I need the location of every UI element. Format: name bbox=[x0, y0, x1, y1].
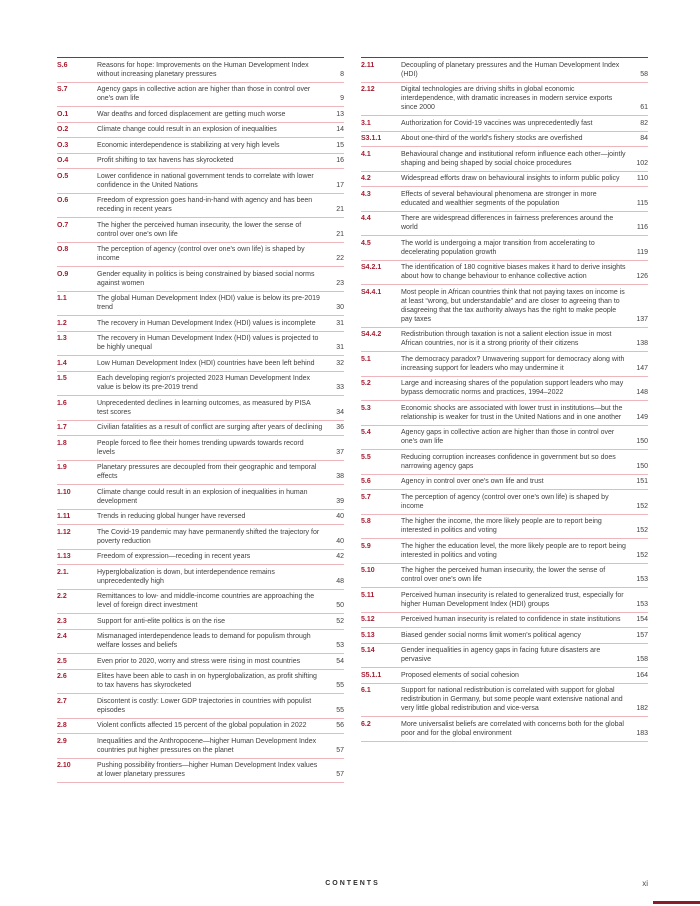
entry-number: 2.6 bbox=[57, 673, 67, 680]
toc-entry[interactable] bbox=[361, 132, 648, 148]
entry-page: 147 bbox=[636, 364, 648, 372]
entry-title: The higher the perceived human insecurity, the lower the sense of control over one's own life bbox=[97, 221, 302, 238]
entry-page: 21 bbox=[336, 230, 344, 238]
entry-number: 2.5 bbox=[57, 657, 67, 665]
entry-number: 5.12 bbox=[361, 616, 375, 623]
entry-page: 37 bbox=[336, 448, 344, 456]
toc-entry[interactable] bbox=[361, 515, 648, 540]
toc-entry[interactable] bbox=[57, 154, 344, 170]
toc-entry[interactable] bbox=[361, 426, 648, 451]
entry-number: 5.8 bbox=[361, 518, 371, 525]
entry-title: There are widespread differences in fairness preferences around the world bbox=[401, 215, 614, 231]
entry-page: 14 bbox=[336, 126, 344, 133]
entry-page: 102 bbox=[636, 159, 648, 167]
toc-entry[interactable] bbox=[361, 684, 648, 718]
entry-page: 48 bbox=[336, 577, 344, 585]
toc-entry[interactable] bbox=[57, 396, 344, 421]
toc-entry[interactable] bbox=[57, 332, 344, 357]
entry-title: The perception of agency (control over one's own life) is shaped by income bbox=[97, 246, 305, 262]
toc-entry[interactable] bbox=[361, 490, 648, 515]
entry-title: Decoupling of planetary pressures and the Human Development Index (HDI) bbox=[401, 61, 620, 78]
entry-page: 31 bbox=[336, 344, 344, 351]
toc-entry[interactable] bbox=[57, 372, 344, 397]
toc-entry[interactable] bbox=[57, 267, 344, 292]
entry-page: 110 bbox=[636, 175, 648, 182]
entry-page: 164 bbox=[636, 671, 648, 679]
toc-entry[interactable] bbox=[57, 590, 344, 615]
entry-number: 4.4 bbox=[361, 215, 371, 222]
entry-page: 152 bbox=[636, 527, 648, 534]
entry-title: Violent conflicts affected 15 percent of the global population in 2022 bbox=[97, 722, 307, 729]
entry-page: 138 bbox=[636, 340, 648, 347]
entry-title: The recovery in Human Development Index (HDI) values is projected to be highly unequal bbox=[97, 335, 319, 351]
entry-title: Support for anti-elite politics is on the rise bbox=[97, 617, 226, 625]
entry-number: 2.4 bbox=[57, 633, 67, 640]
entry-page: 58 bbox=[640, 70, 648, 78]
entry-page: 21 bbox=[336, 206, 344, 213]
toc-entry[interactable] bbox=[57, 436, 344, 461]
toc-entry[interactable] bbox=[57, 734, 344, 759]
entry-number: O.2 bbox=[57, 126, 69, 133]
entry-page: 119 bbox=[636, 248, 648, 256]
page-footer bbox=[57, 880, 648, 892]
entry-number: O.9 bbox=[57, 270, 69, 278]
toc-column-left bbox=[57, 57, 344, 783]
entry-number: 5.10 bbox=[361, 567, 375, 574]
toc-entry[interactable] bbox=[361, 717, 648, 742]
entry-title: The identification of 180 cognitive biases makes it hard to derive insights about how to change behaviour to enhance collective action bbox=[401, 264, 626, 280]
entry-number: S3.1.1 bbox=[361, 135, 382, 142]
entry-number: 1.1 bbox=[57, 295, 67, 302]
toc-entry[interactable] bbox=[57, 107, 344, 123]
toc-entry[interactable] bbox=[57, 565, 344, 590]
entry-page: 150 bbox=[636, 438, 648, 445]
entry-page: 150 bbox=[636, 462, 648, 470]
entry-title: Perceived human insecurity is related to confidence in state institutions bbox=[401, 616, 621, 623]
entry-page: 54 bbox=[336, 657, 344, 665]
entry-page: 152 bbox=[636, 551, 648, 559]
entry-title: Effects of several behavioural phenomena are stronger in more educated and wealthier segments of the population bbox=[401, 190, 597, 207]
toc-entry[interactable] bbox=[361, 401, 648, 426]
entry-page: 13 bbox=[336, 110, 344, 118]
toc-entry[interactable] bbox=[57, 292, 344, 317]
entry-number: 2.1. bbox=[57, 568, 69, 576]
entry-number: 2.7 bbox=[57, 697, 67, 705]
entry-page: 152 bbox=[636, 502, 648, 510]
toc-entry[interactable] bbox=[57, 694, 344, 719]
toc-entry[interactable] bbox=[57, 670, 344, 695]
entry-title: The democracy paradox? Unwavering support for democracy along with increasing support for leaders who may undermine it bbox=[401, 355, 625, 372]
entry-number: 1.13 bbox=[57, 553, 71, 560]
entry-page: 40 bbox=[336, 513, 344, 520]
toc-entry[interactable] bbox=[361, 212, 648, 237]
entry-number: 4.3 bbox=[361, 190, 371, 198]
entry-number: 1.9 bbox=[57, 464, 67, 471]
entry-page: 53 bbox=[336, 642, 344, 649]
entry-title: War deaths and forced displacement are getting much worse bbox=[97, 110, 286, 118]
toc-column-right bbox=[361, 57, 648, 783]
toc-entry[interactable] bbox=[57, 58, 344, 83]
entry-page: 16 bbox=[336, 157, 344, 164]
entry-number: 2.11 bbox=[361, 61, 375, 69]
entry-page: 116 bbox=[636, 224, 648, 231]
entry-page: 57 bbox=[336, 746, 344, 754]
toc-entry[interactable] bbox=[361, 116, 648, 132]
toc-entry[interactable] bbox=[57, 550, 344, 566]
entry-number: 5.5 bbox=[361, 453, 371, 461]
entry-title: Biased gender social norms limit women's political agency bbox=[401, 631, 581, 639]
entry-number: S4.4.2 bbox=[361, 331, 382, 338]
entry-number: 5.1 bbox=[361, 355, 371, 363]
entry-page: 31 bbox=[336, 319, 344, 327]
entry-number: 1.12 bbox=[57, 528, 71, 536]
toc-entry[interactable] bbox=[57, 510, 344, 526]
toc-entry[interactable] bbox=[57, 356, 344, 372]
entry-title: Inequalities and the Anthropocene—higher Human Development Index countries put higher pressures on the planet bbox=[97, 737, 317, 754]
entry-page: 55 bbox=[336, 682, 344, 689]
entry-page: 34 bbox=[336, 408, 344, 416]
entry-number: 1.11 bbox=[57, 513, 71, 520]
entry-title: The higher the perceived human insecurity, the lower the sense of control over one's own life bbox=[401, 567, 606, 583]
entry-page: 32 bbox=[336, 359, 344, 367]
toc-entry[interactable] bbox=[57, 123, 344, 139]
entry-title: Freedom of expression—receding in recent years bbox=[97, 553, 251, 560]
entry-number: 5.14 bbox=[361, 647, 375, 654]
entry-title: Freedom of expression goes hand-in-hand with agency and has been receding in recent years bbox=[97, 197, 313, 213]
entry-page: 38 bbox=[336, 473, 344, 480]
toc-entry[interactable] bbox=[57, 630, 344, 655]
entry-title: Discontent is costly: Lower GDP trajectories in countries with populist episodes bbox=[97, 697, 312, 714]
entry-title: Authorization for Covid-19 vaccines was unprecedentedly fast bbox=[401, 119, 593, 127]
entry-page: 149 bbox=[636, 413, 648, 421]
entry-title: Reasons for hope: Improvements on the Human Development Index without increasing planetary pressures bbox=[97, 61, 309, 78]
page-number: xi bbox=[642, 879, 648, 888]
entry-number: 6.1 bbox=[361, 687, 371, 694]
entry-title: The perception of agency (control over one's own life) is shaped by income bbox=[401, 493, 609, 510]
entry-page: 137 bbox=[636, 315, 648, 323]
toc-entry[interactable] bbox=[361, 328, 648, 353]
entry-page: 158 bbox=[636, 656, 648, 663]
entry-number: 5.4 bbox=[361, 429, 371, 436]
entry-title: Civilian fatalities as a result of conflict are surging after years of declining bbox=[97, 424, 323, 431]
entry-title: The recovery in Human Development Index (HDI) values is incomplete bbox=[97, 319, 316, 327]
entry-title: Widespread efforts draw on behavioural insights to inform public policy bbox=[401, 175, 620, 182]
entry-page: 148 bbox=[636, 389, 648, 396]
toc-entry[interactable] bbox=[361, 613, 648, 629]
toc-entry[interactable] bbox=[361, 450, 648, 475]
toc-entry[interactable] bbox=[361, 58, 648, 83]
entry-number: O.1 bbox=[57, 110, 69, 118]
toc-entry[interactable] bbox=[361, 475, 648, 491]
toc-entry[interactable] bbox=[57, 83, 344, 108]
entry-number: 4.1 bbox=[361, 150, 371, 158]
entry-number: O.6 bbox=[57, 197, 69, 204]
entry-title: Profit shifting to tax havens has skyrocketed bbox=[97, 157, 234, 164]
entry-page: 61 bbox=[640, 104, 648, 111]
entry-title: Redistribution through taxation is not a salient election issue in most African countries, nor is it a strong priority of their citizens bbox=[401, 331, 612, 347]
entry-number: 5.7 bbox=[361, 493, 371, 501]
entry-title: More universalist beliefs are correlated with concerns both for the global poor and for the global environment bbox=[401, 720, 624, 737]
toc-entry[interactable] bbox=[361, 628, 648, 644]
toc-entry[interactable] bbox=[57, 421, 344, 437]
entry-title: Mismanaged interdependence leads to demand for populism through welfare losses and beliefs bbox=[97, 633, 311, 649]
toc-entry[interactable] bbox=[361, 539, 648, 564]
entry-number: 6.2 bbox=[361, 720, 371, 728]
entry-title: Economic interdependence is stabilizing at very high levels bbox=[97, 141, 280, 149]
entry-title: Elites have been able to cash in on hyperglobalization, as profit shifting to tax havens has skyrocketed bbox=[97, 673, 317, 689]
entry-title: Agency in control over one's own life and trust bbox=[401, 478, 544, 485]
toc-columns bbox=[57, 57, 648, 783]
entry-page: 17 bbox=[336, 181, 344, 189]
entry-number: 2.10 bbox=[57, 762, 71, 769]
entry-title: Planetary pressures are decoupled from their geographic and temporal effects bbox=[97, 464, 317, 480]
entry-number: 1.7 bbox=[57, 424, 67, 431]
entry-page: 183 bbox=[636, 729, 648, 737]
entry-number: 5.13 bbox=[361, 631, 375, 639]
entry-page: 56 bbox=[336, 722, 344, 729]
entry-page: 154 bbox=[636, 616, 648, 623]
entry-page: 126 bbox=[636, 273, 648, 280]
toc-entry[interactable] bbox=[57, 194, 344, 219]
toc-entry[interactable] bbox=[361, 564, 648, 589]
entry-number: 5.11 bbox=[361, 591, 375, 599]
toc-entry[interactable] bbox=[361, 377, 648, 402]
entry-page: 153 bbox=[636, 600, 648, 608]
entry-title: The higher the income, the more likely people are to report being interested in politics and voting bbox=[401, 518, 602, 534]
entry-number: 2.9 bbox=[57, 737, 67, 745]
entry-title: Support for national redistribution is correlated with support for global redistribution in Germany, but some people want extensive national and very little global redistribution and vice-versa bbox=[401, 687, 623, 712]
toc-entry[interactable] bbox=[57, 485, 344, 510]
toc-entry[interactable] bbox=[361, 147, 648, 172]
entry-page: 9 bbox=[340, 95, 344, 102]
entry-page: 52 bbox=[336, 617, 344, 625]
toc-entry[interactable] bbox=[57, 138, 344, 154]
entry-page: 153 bbox=[636, 576, 648, 583]
toc-entry[interactable] bbox=[361, 83, 648, 117]
entry-number: 1.10 bbox=[57, 488, 71, 496]
entry-number: O.4 bbox=[57, 157, 69, 164]
toc-entry[interactable] bbox=[57, 654, 344, 670]
entry-page: 36 bbox=[336, 424, 344, 431]
entry-title: Large and increasing shares of the population support leaders who may bypass democratic norms and practices, 1994–2022 bbox=[401, 380, 624, 396]
toc-entry[interactable] bbox=[57, 759, 344, 784]
entry-title: The world is undergoing a major transition from accelerating to decelerating population growth bbox=[401, 239, 595, 256]
entry-page: 8 bbox=[340, 70, 344, 78]
entry-title: Pushing possibility frontiers—higher Human Development Index values at lower planetary pressures bbox=[97, 762, 318, 778]
entry-title: Climate change could result in an explosion of inequalities in human development bbox=[97, 488, 308, 505]
entry-page: 57 bbox=[336, 771, 344, 778]
toc-entry[interactable] bbox=[361, 668, 648, 684]
entry-title: Digital technologies are driving shifts in global economic interdependence, with dramatic increases in modern service exports since 2000 bbox=[401, 86, 613, 111]
entry-title: Each developing region's projected 2023 Human Development Index value is below its pre-2019 trend bbox=[97, 375, 311, 391]
entry-page: 39 bbox=[336, 497, 344, 505]
entry-title: Agency gaps in collective action are higher than those in control over one's own life bbox=[97, 86, 311, 102]
toc-entry[interactable] bbox=[361, 187, 648, 212]
entry-title: Remittances to low- and middle-income countries are approaching the level of foreign direct investment bbox=[97, 593, 315, 609]
entry-number: O.5 bbox=[57, 172, 69, 180]
entry-page: 15 bbox=[336, 141, 344, 149]
entry-number: 4.2 bbox=[361, 175, 371, 182]
toc-entry[interactable] bbox=[57, 614, 344, 630]
entry-number: 2.3 bbox=[57, 617, 67, 625]
entry-title: The global Human Development Index (HDI) value is below its pre-2019 trend bbox=[97, 295, 320, 311]
toc-entry[interactable] bbox=[57, 169, 344, 194]
toc-entry[interactable] bbox=[361, 285, 648, 328]
entry-title: Perceived human insecurity is related to generalized trust, especially for higher Human Development Index (HDI) groups bbox=[401, 591, 624, 608]
entry-title: Proposed elements of social cohesion bbox=[401, 671, 519, 679]
toc-entry[interactable] bbox=[361, 172, 648, 188]
entry-title: Lower confidence in national government tends to correlate with lower confidence in the United Nations bbox=[97, 172, 314, 189]
entry-title: Climate change could result in an explosion of inequalities bbox=[97, 126, 277, 133]
entry-page: 55 bbox=[336, 706, 344, 714]
entry-title: Low Human Development Index (HDI) countries have been left behind bbox=[97, 359, 315, 367]
chapter-bleed-mark bbox=[653, 901, 700, 904]
entry-number: O.8 bbox=[57, 246, 69, 253]
entry-number: 1.6 bbox=[57, 399, 67, 407]
entry-page: 82 bbox=[640, 119, 648, 127]
entry-number: S4.2.1 bbox=[361, 264, 382, 271]
toc-entry[interactable] bbox=[361, 588, 648, 613]
entry-number: 5.9 bbox=[361, 542, 371, 550]
entry-title: The higher the education level, the more likely people are to report being interested in politics and voting bbox=[401, 542, 626, 559]
entry-title: Reducing corruption increases confidence in government but so does narrowing agency gaps bbox=[401, 453, 616, 470]
entry-title: Even prior to 2020, worry and stress were rising in most countries bbox=[97, 657, 301, 665]
entry-page: 50 bbox=[336, 602, 344, 609]
toc-entry[interactable] bbox=[57, 243, 344, 268]
entry-title: Unprecedented declines in learning outcomes, as measured by PISA test scores bbox=[97, 399, 311, 416]
entry-title: Trends in reducing global hunger have reversed bbox=[97, 513, 246, 520]
entry-title: Hyperglobalization is down, but interdependence remains unprecedentedly high bbox=[97, 568, 275, 585]
entry-number: 5.6 bbox=[361, 478, 371, 485]
entry-number: 1.8 bbox=[57, 439, 67, 447]
toc-entry[interactable] bbox=[361, 352, 648, 377]
entry-number: S4.4.1 bbox=[361, 288, 382, 296]
entry-page: 151 bbox=[636, 478, 648, 485]
toc-entry[interactable] bbox=[57, 218, 344, 243]
entry-number: 5.3 bbox=[361, 404, 371, 412]
toc-entry[interactable] bbox=[57, 316, 344, 332]
entry-number: 1.4 bbox=[57, 359, 67, 367]
entry-page: 23 bbox=[336, 279, 344, 287]
entry-title: Gender equality in politics is being constrained by biased social norms against women bbox=[97, 270, 315, 287]
entry-number: 2.2 bbox=[57, 593, 67, 600]
entry-page: 182 bbox=[636, 705, 648, 712]
entry-page: 84 bbox=[640, 135, 648, 142]
entry-page: 115 bbox=[636, 199, 648, 207]
entry-title: The Covid-19 pandemic may have permanently shifted the trajectory for poverty reduction bbox=[97, 528, 320, 545]
entry-number: 3.1 bbox=[361, 119, 371, 127]
entry-page: 30 bbox=[336, 304, 344, 311]
toc-entry[interactable] bbox=[57, 461, 344, 486]
toc-entry[interactable] bbox=[57, 719, 344, 735]
footer-section-label: CONTENTS bbox=[325, 880, 380, 887]
entry-number: O.7 bbox=[57, 221, 69, 229]
entry-number: S.6 bbox=[57, 61, 68, 69]
entry-page: 33 bbox=[336, 384, 344, 391]
toc-entry[interactable] bbox=[361, 236, 648, 261]
entry-page: 157 bbox=[636, 631, 648, 639]
entry-number: 1.5 bbox=[57, 375, 67, 382]
entry-number: 2.12 bbox=[361, 86, 375, 93]
entry-title: Behavioural change and institutional reform influence each other—jointly shaping and being shaped by social choice procedures bbox=[401, 150, 626, 167]
entry-number: O.3 bbox=[57, 141, 69, 149]
entry-title: About one-third of the world's fishery stocks are overfished bbox=[401, 135, 583, 142]
entry-number: 1.2 bbox=[57, 319, 67, 327]
entry-number: 2.8 bbox=[57, 722, 67, 729]
toc-entry[interactable] bbox=[57, 525, 344, 550]
entry-number: 1.3 bbox=[57, 335, 67, 342]
entry-title: Most people in African countries think that not paying taxes on income is at least “wrong, but understandable” and are closer to agreeing than to disagreeing that the tax authority always has the right to make people pay taxes bbox=[401, 288, 625, 323]
toc-entry[interactable] bbox=[361, 644, 648, 669]
entry-number: 4.5 bbox=[361, 239, 371, 247]
entry-title: Economic shocks are associated with lower trust in institutions—but the relationship is weaker for trust in the United Nations and in one another bbox=[401, 404, 623, 421]
entry-page: 22 bbox=[336, 255, 344, 262]
entry-number: S5.1.1 bbox=[361, 671, 382, 679]
toc-entry[interactable] bbox=[361, 261, 648, 286]
entry-page: 42 bbox=[336, 553, 344, 560]
entry-title: People forced to flee their homes trending upwards towards record levels bbox=[97, 439, 304, 456]
entry-title: Agency gaps in collective action are higher than those in control over one's own life bbox=[401, 429, 615, 445]
entry-number: 5.2 bbox=[361, 380, 371, 387]
entry-title: Gender inequalities in agency gaps in facing future disasters are pervasive bbox=[401, 647, 601, 663]
entry-page: 40 bbox=[336, 537, 344, 545]
entry-number: S.7 bbox=[57, 86, 68, 93]
